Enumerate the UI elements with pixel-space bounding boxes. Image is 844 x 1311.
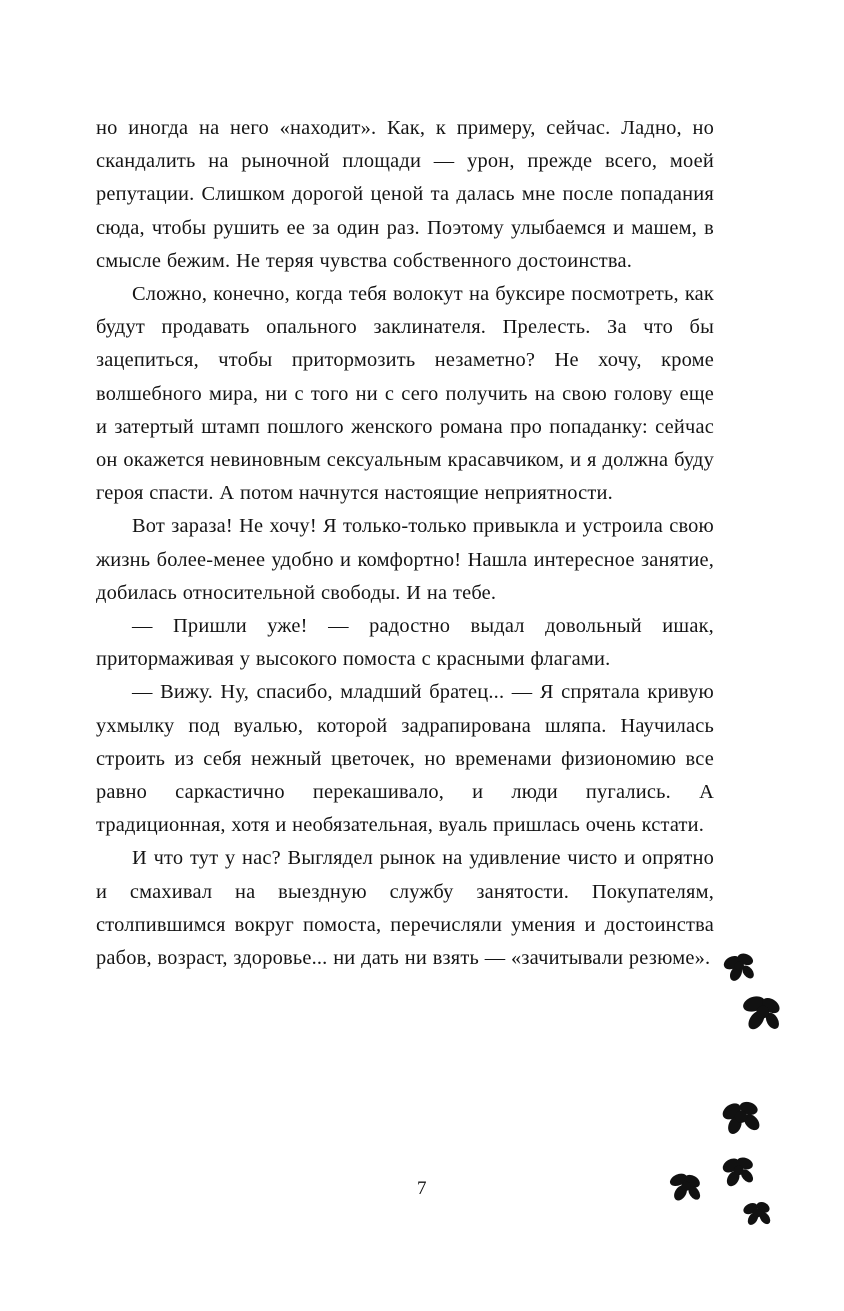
flower-ornament-icon — [716, 1093, 766, 1144]
paragraph: — Вижу. Ну, спасибо, младший братец... — Я спрятала кривую ухмылку под вуалью, которой задрапирована шляпа. Научилась строить из себя нежный цветочек, но временами физиономию все равно саркастично перекашивало, и люди пугались. А традиционная, хотя и необязательная, вуаль пришлась очень кстати. — [96, 681, 714, 837]
paragraph: Вот зараза! Не хочу! Я только-только привыкла и устроила свою жизнь более-менее удобно и комфортно! Нашла интересное занятие, добилась относительной свободы. И на тебе. — [96, 515, 714, 604]
paragraph: — Пришли уже! — радостно выдал довольный ишак, притормаживая у высокого помоста с красными флагами. — [96, 615, 714, 671]
paragraph: но иногда на него «находит». Как, к примеру, сейчас. Ладно, но скандалить на рыночной площади — урон, прежде всего, моей репутации. Слишком дорогой ценой та далась мне после попадания сюда, чтобы рушить ее за один раз. Поэтому улыбаемся и машем, в смысле бежим. Не теряя чувства собственного достоинства. — [96, 117, 714, 272]
paragraph: Сложно, конечно, когда тебя волокут на буксире посмотреть, как будут продавать опального заклинателя. Прелесть. За что бы зацепиться, чтобы притормозить незаметно? Не хочу, кроме волшебного мира, ни с того ни с сего получить на свою голову еще и затертый штамп пошлого женского романа про попаданку: сейчас он окажется невиновным сексуальным красавчиком, и я должна буду героя спасти. А потом начнутся настоящие неприятности. — [96, 283, 714, 505]
body-text-column — [96, 112, 714, 975]
page-number: 7 — [417, 1178, 427, 1199]
flower-ornament-icon — [718, 948, 762, 993]
paragraph: И что тут у нас? Выглядел рынок на удивление чисто и опрятно и смахивал на выездную службу занятости. Покупателям, столпившимся вокруг помоста, перечисляли умения и достоинства рабов, возраст, здоровье... ни дать ни взять — «зачитывали резюме». — [96, 847, 714, 970]
flower-ornament-icon — [738, 1194, 778, 1237]
flower-ornament-icon — [736, 988, 788, 1041]
